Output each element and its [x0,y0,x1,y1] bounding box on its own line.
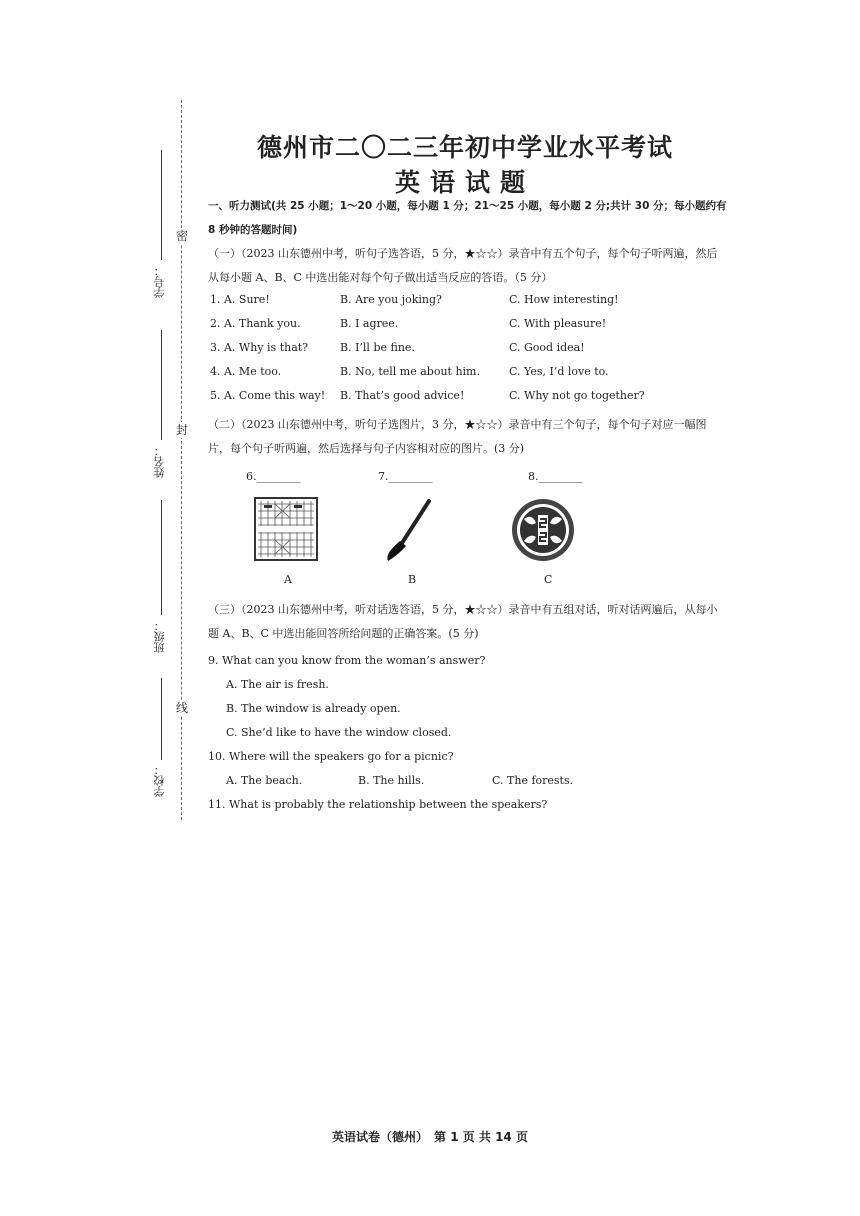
option-a: A. The air is fresh. [226,678,329,691]
school-field[interactable]: 学校： [150,678,174,808]
option-a: A. The beach. [226,774,303,787]
option-b: B. The window is already open. [226,702,401,715]
question-row [210,341,730,361]
page-footer: 英语试卷（德州） 第 1 页 共 14 页 [332,1130,528,1144]
picture-label-c: C [544,573,553,586]
option-c: C. The forests. [492,774,574,787]
part3-instruction: （三）（2023 山东德州中考，听对话选答语，5 分，★☆☆）录音中有五组对话，听对话两遍后，从每小题 A、B、C 中选出能回答所给问题的正确答案。(5 分) [208,603,718,640]
question-9: 9. What can you know from the woman’s answer? [208,654,486,667]
option-c: C. With pleasure! [509,317,607,330]
seal-xian: 线 [176,701,189,715]
option-c: C. How interesting! [509,293,619,306]
option-c: C. Why not go together? [509,389,645,402]
picture-label-b: B [408,573,417,586]
paper-cut-icon [510,497,576,567]
part1-instruction: （一）（2023 山东德州中考，听句子选答语，5 分，★☆☆）录音中有五个句子，每个句子听两遍，然后从每小题 A、B、C 中选出能对每个句子做出适当反应的答语。（5 分） [208,247,718,284]
exam-title: 德州市二〇二三年初中学业水平考试 [256,133,673,162]
option-a: 4. A. Me too. [210,365,282,378]
question-11: 11. What is probably the relationship between the speakers? [208,798,548,811]
blank-7: 7.________ [378,470,433,483]
class-field[interactable]: 班级： [150,500,174,670]
option-b: B. The hills. [358,774,425,787]
option-b: B. That’s good advice! [340,389,465,402]
question-row [210,365,730,385]
blank-6: 6.________ [246,470,301,483]
binding-margin [140,100,200,820]
question-row [210,317,730,337]
option-c: C. Good idea! [509,341,585,354]
section1-heading: 一、听力测试(共 25 小题；1～20 小题，每小题 1 分；21～25 小题，每小题 2 分;共计 30 分；每小题约有 8 秒钟的答题时间) [208,200,727,236]
name-field[interactable]: 姓名： [150,330,174,490]
option-b: B. Are you joking? [340,293,442,306]
picture-label-a: A [284,573,292,586]
seal-feng: 封 [176,423,189,437]
student-id-field[interactable]: 学号： [150,150,174,310]
question-10: 10. Where will the speakers go for a picnic? [208,750,454,763]
option-b: B. I agree. [340,317,399,330]
option-b: B. I’ll be fine. [340,341,415,354]
option-b: B. No, tell me about him. [340,365,480,378]
seal-mi: 密 [176,229,189,243]
subject-title: 英语试题 [394,168,535,197]
blank-8: 8.________ [528,470,583,483]
option-a: 5. A. Come this way! [210,389,326,402]
brush-icon [382,499,434,567]
question-row [210,293,730,313]
option-c: C. She’d like to have the window closed. [226,726,452,739]
question-row [210,389,730,409]
chess-board-icon [254,497,318,565]
option-a: 3. A. Why is that? [210,341,309,354]
part2-instruction: （二）（2023 山东德州中考，听句子选图片，3 分，★☆☆）录音中有三个句子，每个句子对应一幅图片，每个句子听两遍，然后选择与句子内容相对应的图片。(3 分) [208,418,707,455]
option-a: 1. A. Sure! [210,293,270,306]
option-c: C. Yes, I’d love to. [509,365,609,378]
option-a: 2. A. Thank you. [210,317,301,330]
